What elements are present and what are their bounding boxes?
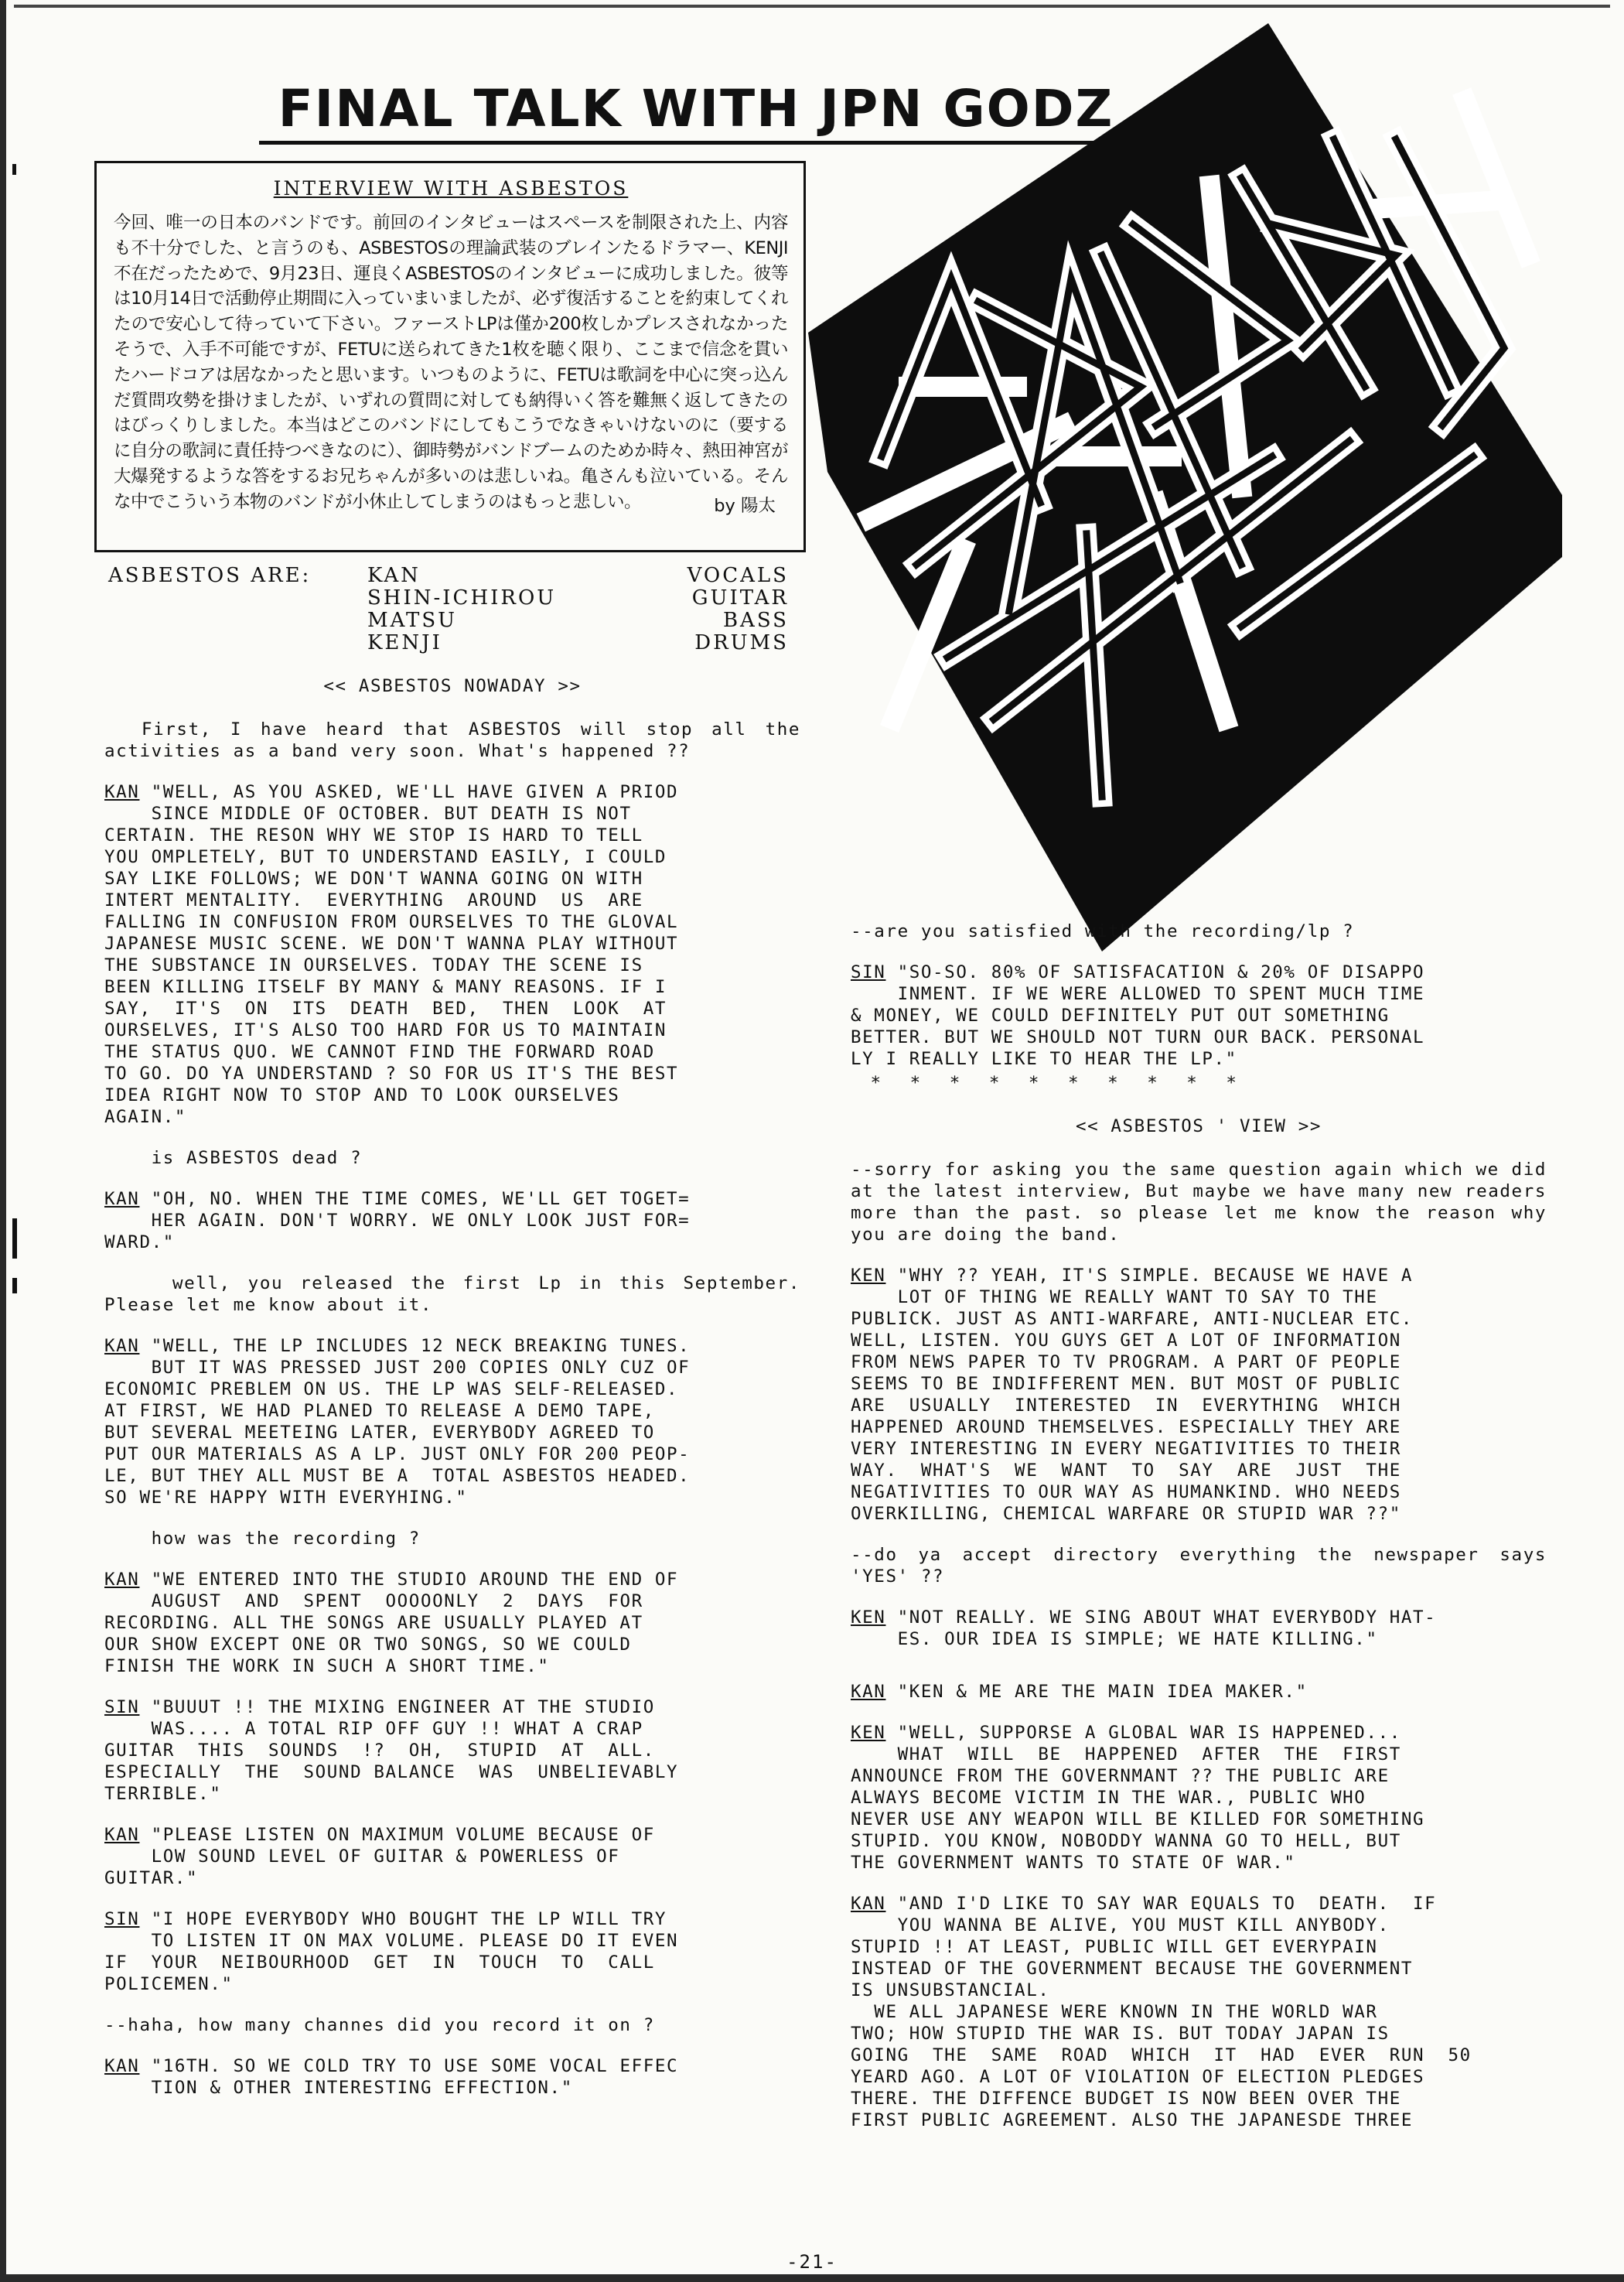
answer-text: "KEN & ME ARE THE MAIN IDEA MAKER." (885, 1682, 1308, 1702)
answer-text: "I HOPE EVERYBODY WHO BOUGHT THE LP WILL TRY TO LISTEN IT ON MAX VOLUME. PLEASE DO IT EVEN IF YOUR NEIBOURHOOD GET IN TOUCH TO CALL POLICEMEN." (104, 1909, 679, 1994)
answer-text: "AND I'D LIKE TO SAY WAR EQUALS TO DEATH. IF YOU WANNA BE ALIVE, YOU MUST KILL ANYBODY. STUPID !! AT LEAST, PUBLIC WILL GET EVERYPAIN INSTEAD OF THE GOVERNMENT BECAUSE THE GOVERNMENT IS UNSUBSTANCIAL. WE ALL JAPANESE WERE KNOWN IN THE WORLD WAR TWO; HOW STUPID THE WAR IS. BUT TODAY JAPAN IS GOING THE SAME ROAD WHICH IT HAD EVER RUN 50 YEARD AGO. A LOT OF VIOLATION OF ELECTION PLEDGES THERE. THE DIFFENCE BUDGET IS NOW BEEN OVER THE FIRST PUBLIC AGREEMENT. ALSO THE JAPANESDE THREE (851, 1894, 1472, 2130)
member-name: KENJI (367, 631, 442, 654)
interview-answer (104, 1908, 800, 1995)
member-role: VOCALS (687, 564, 789, 587)
interview-answer (104, 781, 800, 1128)
intro-body: 今回、唯一の日本のバンドです。前回のインタビューはスペースを制限された上、内容も不十分でした、と言うのも、ASBESTOSの理論武装のブレインたるドラマー、KENJI 不在だったためで、9月23日、運良くASBESTOSのインタビューに成功しました。彼等は10月14日で活動停止期間に入っていまいましたが、必ず復活することを約束してくれたので安心して待っていて下さい。ファーストLPは僅か200枚しかプレスされなかったそうで、入手不可能ですが、FETUに送られてきた1枚を聴く限り、ここまで信念を貫いたハードコアは居なかったと思います。いつものように、FETUは歌詞を中心に突っ込んだ質問攻勢を掛けましたが、いずれの質問に対しても納得いく答を難無く返してきたのはびっくりしました。本当はどこのバンドにしてもこうでなきゃいけないのに（要するに自分の歌詞に責任持つべきなのに）、御時勢がバンドブームのためか時々、熱田神宮が大爆発するような答をするお兄ちゃんが多いのは悲しいね。亀さんも泣いている。そんな中でこういう本物のバンドが小休止してしまうのはもっと悲しい。 (114, 213, 788, 512)
answer-text: "SO-SO. 80% OF SATISFACATION & 20% OF DISAPPO INMENT. IF WE WERE ALLOWED TO SPENT MUCH TIME & MONEY, WE COULD DEFINITELY PUT OUT SOMETHING BETTER. BUT WE SHOULD NOT TURN OUR BACK. PERSONAL LY I REALLY LIKE TO HEAR THE LP." (851, 962, 1425, 1069)
speaker-label: SIN (104, 1909, 140, 1929)
member-row (367, 632, 789, 654)
interview-question: well, you released the first Lp in this September. Please let me know about it. (104, 1273, 813, 1315)
interview-question: how was the recording ? (104, 1529, 421, 1549)
answer-text: "WELL, AS YOU ASKED, WE'LL HAVE GIVEN A PRIOD SINCE MIDDLE OF OCTOBER. BUT DEATH IS NOT CERTAIN. THE RESON WHY WE STOP IS HARD TO TELL YOU OMPLETELY, BUT TO UNDERSTAND EASILY, I COULD SAY LIKE FOLLOWS; WE DON'T WANNA GOING ON WITH INTERT MENTALITY. EVERYTHING AROUND US ARE FALLING IN CONFUSION FROM OURSELVES TO THE GLOVAL JAPANESE MUSIC SCENE. WE DON'T WANNA PLAY WITHOUT THE SUBSTANCE IN OURSELVES. TODAY THE SCENE IS BEEN KILLING ITSELF BY MANY & MANY REASONS. IF I SAY, IT'S ON ITS DEATH BED, THEN LOOK AT OURSELVES, IT'S ALSO TOO HARD FOR US TO MAINTAIN THE STATUS QUO. WE CANNOT FIND THE FORWARD ROAD TO GO. DO YA UNDERSTAND ? SO FOR US IT'S THE BEST IDEA RIGHT NOW TO STOP AND TO LOOK OURSELVES AGAIN." (104, 782, 679, 1127)
interview-answer (104, 1824, 800, 1889)
member-name: SHIN-ICHIROU (367, 586, 557, 610)
interview-question: --haha, how many channes did you record it on ? (104, 2015, 655, 2035)
section-heading: << ASBESTOS NOWADAY >> (323, 676, 582, 696)
interview-answer (104, 1335, 800, 1508)
speaker-label: KEN (851, 1266, 886, 1286)
member-role: GUITAR (691, 586, 789, 610)
top-border (14, 5, 1610, 8)
speaker-label: KAN (104, 1570, 140, 1590)
interview-answer (104, 1569, 800, 1677)
interview-answer (104, 1188, 800, 1253)
interview-answer (851, 1607, 1547, 1650)
answer-text: "WELL, SUPPORSE A GLOBAL WAR IS HAPPENED... WHAT WILL BE HAPPENED AFTER THE FIRST ANNOUNCE FROM THE GOVERNMANT ?? THE PUBLIC ARE ALWAYS BECOME VICTIM IN THE WAR., PUBLIC WHO NEVER USE ANY WEAPON WILL BE KILLED FOR SOMETHING STUPID. YOU KNOW, NOBODDY WANNA GO TO HELL, BUT THE GOVERNMENT WANTS TO STATE OF WAR." (851, 1723, 1425, 1873)
star-divider: * * * * * * * * * * (851, 1073, 1246, 1093)
intro-heading: INTERVIEW WITH ASBESTOS (273, 177, 629, 200)
interview-question: --do ya accept directory everything the newspaper says 'YES' ?? (851, 1545, 1559, 1587)
left-column (104, 675, 813, 2118)
interview-question: First, I have heard that ASBESTOS will stop all the activities as a band very soon. What's happened ?? (104, 719, 813, 761)
answer-text: "WELL, THE LP INCLUDES 12 NECK BREAKING TUNES. BUT IT WAS PRESSED JUST 200 COPIES ONLY CUZ OF ECONOMIC PREBLEM ON US. THE LP WAS SELF-RELEASED. AT FIRST, WE HAD PLANED TO RELEASE A DEMO TAPE, BUT SEVERAL MEETEING LATER, EVERYBODY AGREED TO PUT OUR MATERIALS AS A LP. JUST ONLY FOR 200 PEOP- LE, BUT THEY ALL MUST BE A TOTAL ASBESTOS HEADED. SO WE'RE HAPPY WITH EVERYHING." (104, 1336, 691, 1508)
section-heading: << ASBESTOS ' VIEW >> (1075, 1116, 1322, 1136)
intro-box (94, 161, 806, 552)
right-column (851, 921, 1559, 2150)
speaker-label: KAN (851, 1894, 886, 1914)
page-title: FINAL TALK WITH JPN GODZ (278, 79, 1114, 138)
scan-speck (12, 164, 16, 175)
speaker-label: KEN (851, 1723, 886, 1743)
member-row (367, 565, 789, 587)
interview-question: --are you satisfied with the recording/lp ? (851, 921, 1355, 941)
speaker-label: KAN (104, 1189, 140, 1209)
answer-text: "WE ENTERED INTO THE STUDIO AROUND THE END OF AUGUST AND SPENT OOOOONLY 2 DAYS FOR RECORDING. ALL THE SONGS ARE USUALLY PLAYED AT OUR SHOW EXCEPT ONE OR TWO SONGS, SO WE COULD FINISH THE WORK IN SUCH A SHORT TIME." (104, 1570, 679, 1676)
answer-text: "NOT REALLY. WE SING ABOUT WHAT EVERYBODY HAT- ES. OUR IDEA IS SIMPLE; WE HATE KILLING." (897, 1607, 1437, 1649)
interview-answer (851, 1893, 1547, 2131)
speaker-label: KAN (104, 1336, 140, 1356)
scan-bottom-edge (0, 2274, 1624, 2282)
scan-speck (12, 1218, 17, 1259)
interview-answer (851, 1722, 1547, 1874)
answer-text: "PLEASE LISTEN ON MAXIMUM VOLUME BECAUSE OF LOW SOUND LEVEL OF GUITAR & POWERLESS OF GUITAR." (104, 1825, 655, 1888)
member-name: MATSU (367, 609, 458, 632)
member-role: DRUMS (694, 631, 789, 654)
speaker-label: KAN (104, 2056, 140, 2076)
interview-question: is ASBESTOS dead ? (104, 1148, 363, 1168)
speaker-label: KAN (104, 782, 140, 802)
member-list-label: ASBESTOS ARE: (108, 564, 312, 587)
scan-left-edge (0, 0, 6, 2282)
interview-answer (851, 1265, 1547, 1525)
speaker-label: KAN (851, 1682, 886, 1702)
interview-answer (104, 1696, 800, 1805)
speaker-label: KEN (851, 1607, 886, 1628)
member-name: KAN (367, 564, 421, 587)
answer-text: "OH, NO. WHEN THE TIME COMES, WE'LL GET TOGET= HER AGAIN. DON'T WORRY. WE ONLY LOOK JUST FOR= WARD." (104, 1189, 691, 1252)
answer-text: "BUUUT !! THE MIXING ENGINEER AT THE STUDIO WAS.... A TOTAL RIP OFF GUY !! WHAT A CRAP GUITAR THIS SOUNDS !? OH, STUPID AT ALL. ESPECIALLY THE SOUND BALANCE WAS UNBELIEVABLY TERRIBLE." (104, 1697, 679, 1804)
intro-signature: by 陽太 (714, 495, 776, 516)
member-role: BASS (722, 609, 789, 632)
band-logo (808, 23, 1562, 951)
member-row (367, 587, 789, 610)
answer-text: "WHY ?? YEAH, IT'S SIMPLE. BECAUSE WE HAVE A LOT OF THING WE REALLY WANT TO SAY TO THE PUBLICK. JUST AS ANTI-WARFARE, ANTI-NUCLEAR ETC. WELL, LISTEN. YOU GUYS GET A LOT OF INFORMATION FROM NEWS PAPER TO TV PROGRAM. A PART OF PEOPLE SEEMS TO BE INDIFFERENT MEN. BUT MOST OF PUBLIC ARE USUALLY INTERESTED IN EVERYTHING WHICH HAPPENED AROUND THEMSELVES. ESPECIALLY THEY ARE VERY INTERESTING IN EVERY NEGATIVITIES TO THEIR WAY. WHAT'S WE WANT TO SAY ARE JUST THE NEGATIVITIES TO OUR WAY AS HUMANKIND. WHO NEEDS OVERKILLING, CHEMICAL WARFARE OR STUPID WAR ??" (851, 1266, 1414, 1524)
interview-answer (851, 1681, 1547, 1703)
speaker-label: SIN (104, 1697, 140, 1717)
member-row (367, 610, 789, 632)
speaker-label: SIN (851, 962, 886, 982)
scan-speck (12, 1278, 17, 1293)
page-number: -21- (786, 2251, 838, 2273)
interview-answer (104, 2055, 800, 2099)
speaker-label: KAN (104, 1825, 140, 1845)
interview-question: --sorry for asking you the same question again which we did at the latest interview, But maybe we have many new readers more than the past. so please let me know the reason why you are doing the band. (851, 1160, 1559, 1245)
interview-answer (851, 962, 1547, 1070)
answer-text: "16TH. SO WE COLD TRY TO USE SOME VOCAL EFFEC TION & OTHER INTERESTING EFFECTION." (151, 2056, 679, 2098)
